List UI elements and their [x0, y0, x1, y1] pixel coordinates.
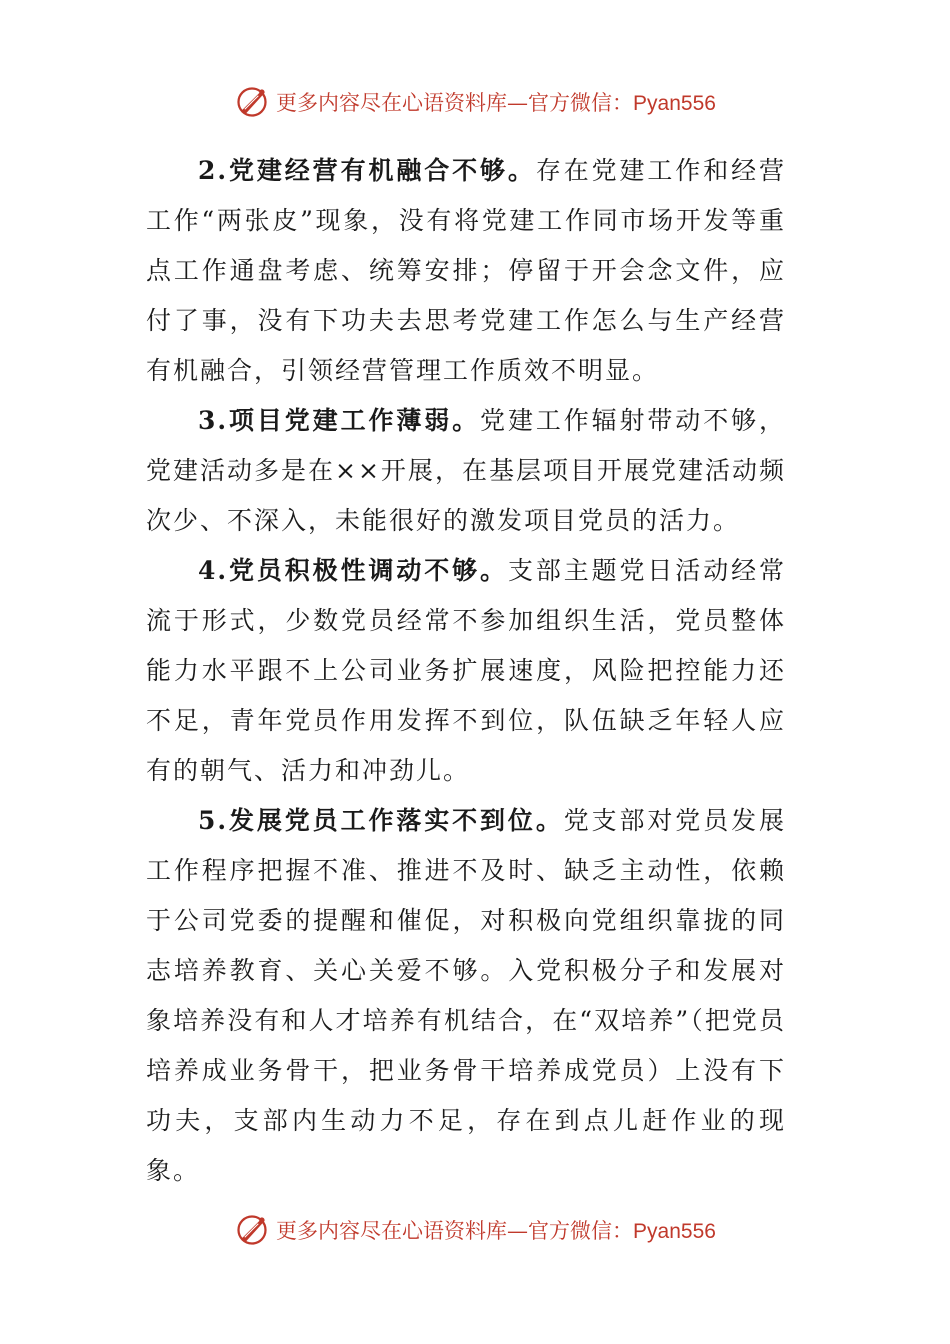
watermark-wechat-id: Pyan556	[633, 1220, 716, 1243]
paragraph-heading: 4.党员积极性调动不够。	[198, 556, 508, 585]
paragraph-body: 支部主题党日活动经常流于形式，少数党员经常不参加组织生活，党员整体能力水平跟不上公司业务扩展速度，风险把控能力还不足，青年党员作用发挥不到位，队伍缺乏年轻人应有的朝气、活力和冲劲儿。	[146, 556, 786, 785]
watermark-text: 更多内容尽在心语资料库—官方微信：	[276, 1219, 634, 1243]
paragraph-item	[146, 396, 786, 546]
paragraph-heading: 2.党建经营有机融合不够。	[198, 156, 536, 185]
paragraph-item	[146, 796, 786, 1196]
paragraph-body: 党支部对党员发展工作程序把握不准、推进不及时、缺乏主动性，依赖于公司党委的提醒和催促，对积极向党组织靠拢的同志培养教育、关心关爱不够。入党积极分子和发展对象培养没有和人才培养有机结合，在“双培养”（把党员培养成业务骨干，把业务骨干培养成党员）上没有下功夫，支部内生动力不足，存在到点儿赶作业的现象。	[146, 806, 786, 1185]
footer-watermark	[0, 1208, 950, 1252]
quill-logo-icon	[234, 84, 270, 120]
paragraph-item	[146, 146, 786, 396]
paragraph-body: 存在党建工作和经营工作“两张皮”现象，没有将党建工作同市场开发等重点工作通盘考虑、统筹安排；停留于开会念文件，应付了事，没有下功夫去思考党建工作怎么与生产经营有机融合，引领经营管理工作质效不明显。	[146, 156, 786, 385]
document-body	[146, 146, 786, 1196]
quill-logo-icon	[234, 1212, 270, 1248]
paragraph-item	[146, 546, 786, 796]
paragraph-heading: 5.发展党员工作落实不到位。	[198, 806, 564, 835]
paragraph-body: 党建工作辐射带动不够，党建活动多是在××开展，在基层项目开展党建活动频次少、不深入，未能很好的激发项目党员的活力。	[146, 406, 786, 535]
watermark-text: 更多内容尽在心语资料库—官方微信：	[276, 91, 634, 115]
header-watermark	[0, 80, 950, 124]
watermark-wechat-id: Pyan556	[633, 92, 716, 115]
paragraph-heading: 3.项目党建工作薄弱。	[198, 406, 481, 435]
